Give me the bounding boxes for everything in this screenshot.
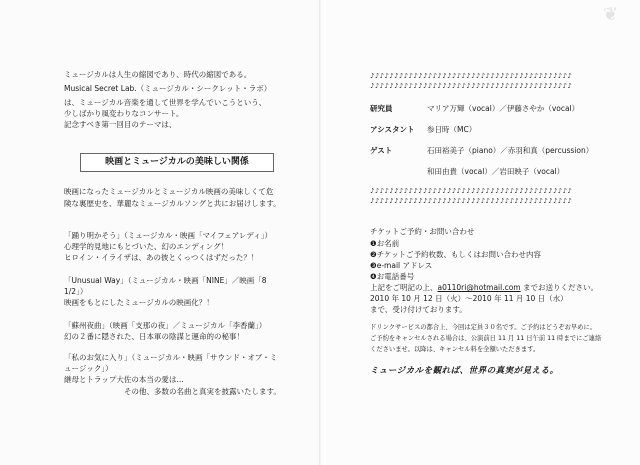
music-notes-border-top: ♪♪♪♪♪♪♪♪♪♪♪♪♪♪♪♪♪♪♪♪♪♪♪♪♪♪♪♪♪♪♪♪♪♪♪♪♪♪♪♪♪♪	[370, 72, 573, 80]
cast-names: 和田由貴（vocal）／岩田映子（vocal）	[427, 167, 565, 176]
ticket-item: ❹お電話番号	[370, 272, 415, 281]
ticket-item: ❸e-mail アドレス	[370, 261, 433, 270]
music-notes-border-top: ♪♪♪♪♪♪♪♪♪♪♪♪♪♪♪♪♪♪♪♪♪♪♪♪♪♪♪♪♪♪♪♪♪♪♪♪♪♪♪♪♪♪	[370, 82, 573, 90]
intro-line: Musical Secret Lab.（ミュージカル・シークレット・ラボ）	[64, 84, 272, 93]
music-notes-border-bottom: ♪♪♪♪♪♪♪♪♪♪♪♪♪♪♪♪♪♪♪♪♪♪♪♪♪♪♪♪♪♪♪♪♪♪♪♪♪♪♪♪♪♪	[370, 187, 573, 195]
cast-names: 石田裕美子（piano）／赤羽和真（percussion）	[427, 146, 594, 155]
description-line: 映画になったミュージカルとミュージカル映画の美味しくて危	[64, 187, 274, 196]
cast-role: 研究員	[370, 104, 393, 113]
intro-line: 少しばかり風変わりなコンサート。	[64, 109, 184, 118]
intro-line: は、ミュージカル音楽を通して世界を学んでいこうという、	[64, 98, 267, 107]
contact-suffix: までお送りください。	[520, 283, 598, 292]
program-desc: 継母とトラップ大佐の本当の愛は…	[64, 375, 184, 384]
music-notes-border-bottom: ♪♪♪♪♪♪♪♪♪♪♪♪♪♪♪♪♪♪♪♪♪♪♪♪♪♪♪♪♪♪♪♪♪♪♪♪♪♪♪♪♪♪	[370, 197, 573, 205]
program-title: 「踊り明かそう」（ミュージカル・映画「マイフェアレディ」）	[64, 231, 273, 240]
contact-line	[370, 282, 598, 293]
drink-note-line: くださいませ。以降は、キャンセル料を全額いただきます。	[370, 346, 540, 353]
closing-tagline: ミュージカルを観れば、世界の真実が見える。	[370, 366, 559, 376]
program-desc: 1/2」）	[64, 287, 88, 296]
program-title: 「私のお気に入り」（ミュージカル・映画「サウンド・オブ・ミ	[64, 353, 278, 362]
intro-line: ミュージカルは人生の縮図であり、時代の縮図である。	[64, 70, 252, 79]
cast-names: 参日時（MC）	[427, 125, 477, 134]
program-desc: 心理学的見地にもとづいた、幻のエンディング！	[64, 242, 229, 251]
cast-role: ゲスト	[370, 146, 393, 155]
program-desc: 幻の２番に隠された、日本軍の陰謀と運命的の秘事！	[64, 332, 244, 341]
center-fold	[319, 0, 321, 465]
program-footer: その他、多数の名曲と真実を披露いたします。	[124, 387, 281, 396]
program-desc: ュージック」）	[64, 364, 113, 373]
drink-note-line: ドリンクサービスの都合上、今回は定員３０名です。ご予約はどうぞお早めに。	[370, 324, 597, 331]
cast-names: マリア万輝（vocal）／伊藤さやか（vocal）	[427, 104, 580, 113]
ticket-heading: チケットご予約・お問い合わせ	[370, 227, 475, 236]
watermark-crest-icon: ❦	[603, 4, 619, 25]
program-title: 「Unusual Way」（ミュージカル・映画「NINE」／映画「8	[64, 276, 267, 285]
ticket-item: ❶お名前	[370, 239, 400, 248]
right-page	[320, 0, 640, 465]
ticket-item: ❷チケットご予約枚数、もしくはお問い合わせ内容	[370, 250, 542, 259]
drink-note-line: ご予約をキャンセルされる場合は、公演前日 11 月 11 日午前 11 時までにご連絡	[370, 335, 602, 342]
reservation-period: 2010 年 10 月 12 日（火）～2010 年 11 月 10 日（水）	[370, 294, 568, 303]
description-line: 険な裏歴史を、華麗なミュージカルソングと共にお届けします。	[64, 199, 281, 208]
program-title: 「蘇州夜曲」（映画「支那の夜」／ミュージカル「李香蘭」）	[64, 321, 267, 330]
program-desc: ヒロイン・イライザは、あの彼とくっつくはずだった？！	[64, 253, 259, 262]
theme-title: 映画とミュージカルの美味しい関係	[80, 153, 274, 172]
program-desc: 映画をもとにしたミュージカルの映画化？！	[64, 298, 214, 307]
intro-line: 記念すべき第一回目のテーマは、	[64, 120, 177, 129]
cast-role: アシスタント	[370, 125, 415, 134]
email-link[interactable]: a0110ri@hotmail.com	[437, 283, 521, 292]
reservation-period-note: まで、受け付けております。	[370, 305, 467, 314]
contact-prefix: 上記をご明記の上、	[370, 283, 438, 292]
